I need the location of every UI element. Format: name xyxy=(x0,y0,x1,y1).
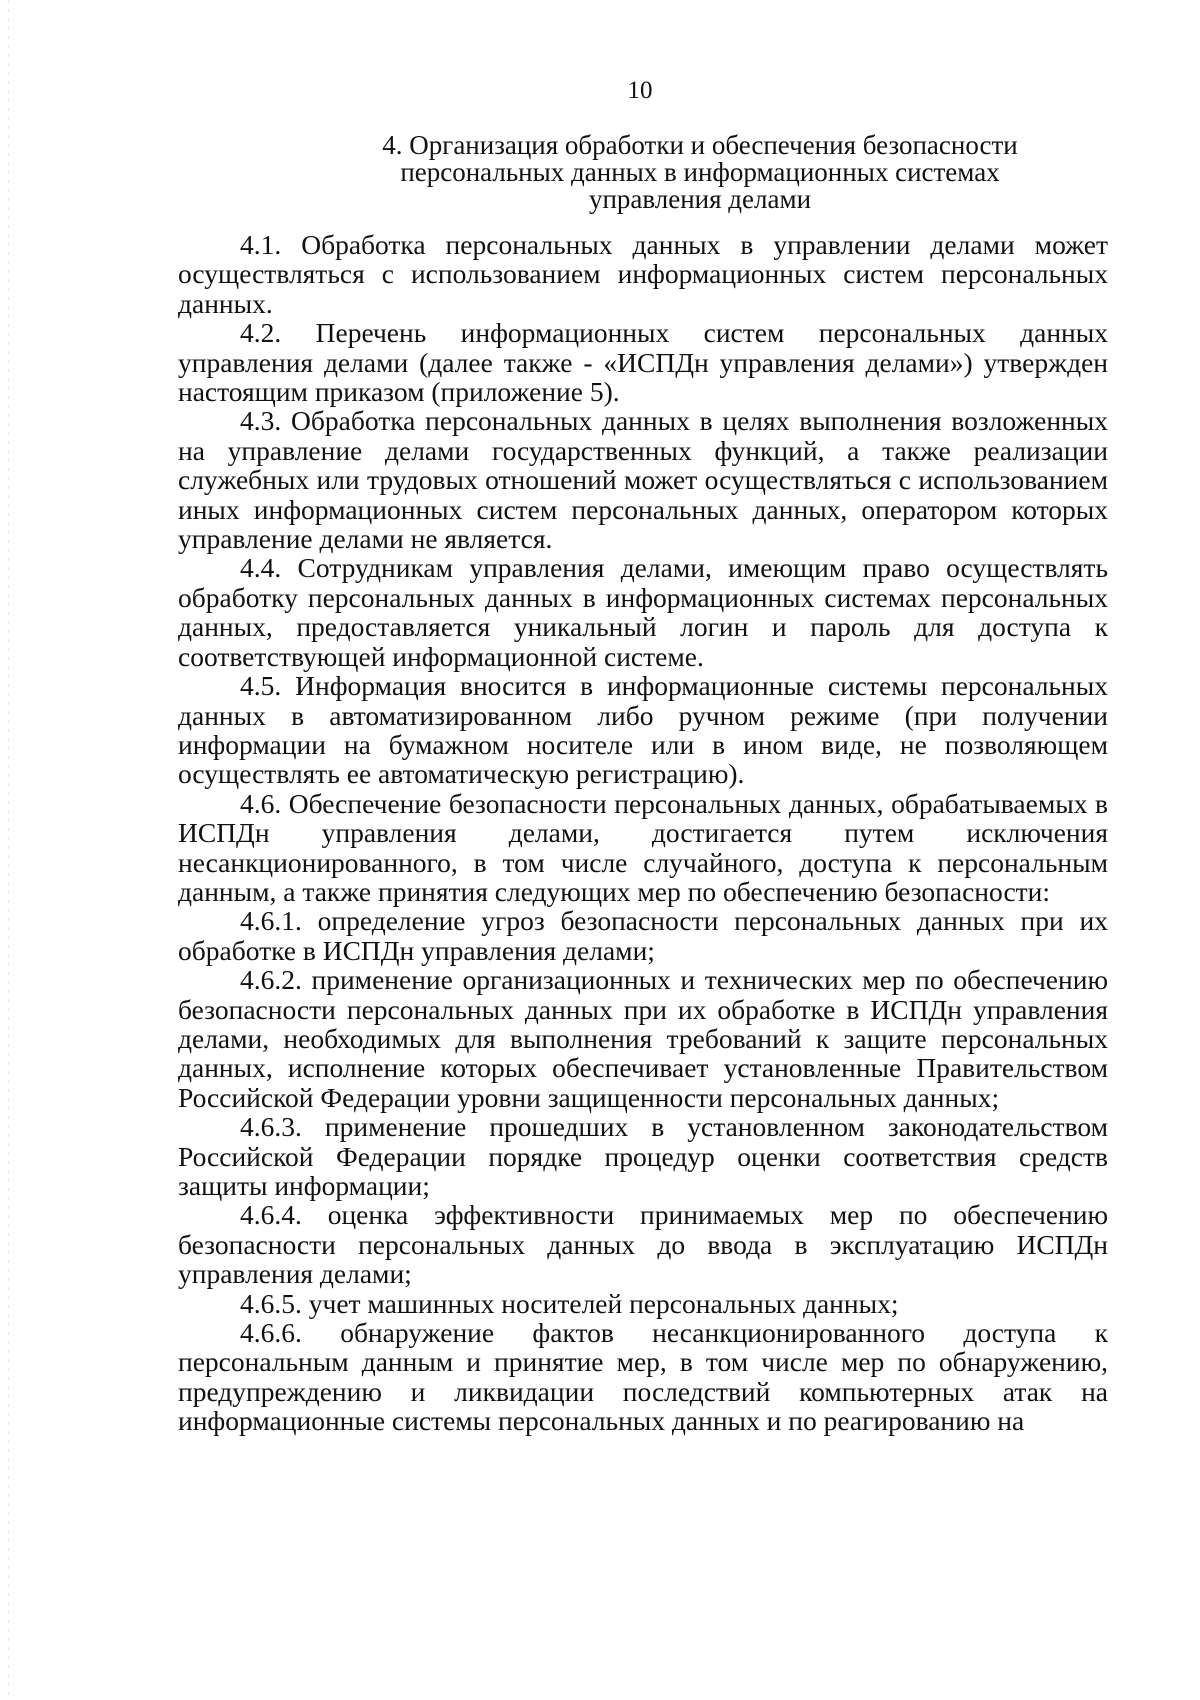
body-text xyxy=(178,230,1108,1436)
heading-line-3: управления делами xyxy=(588,184,812,214)
paragraph-4-6-4: 4.6.4. оценка эффективности принимаемых мер по обеспечению безопасности персональных данных до ввода в эксплуатацию ИСПДн управления делами; xyxy=(178,1199,1108,1290)
paragraph-4-3: 4.3. Обработка персональных данных в целях выполнения возложенных на управление делами государственных функций, а также реализации служебных или трудовых отношений может осуществляться с использованием иных информационных систем персональных данных, оператором которых управление делами не является. xyxy=(178,405,1108,555)
paragraph-4-2: 4.2. Перечень информационных систем персональных данных управления делами (далее также - «ИСПДн управления делами») утвержден настоящим приказом (приложение 5). xyxy=(178,317,1108,408)
heading-line-2: персональных данных в информационных системах xyxy=(400,157,1000,187)
paragraph-4-6-5: 4.6.5. учет машинных носителей персональных данных; xyxy=(240,1287,899,1319)
paragraph-4-5: 4.5. Информация вносится в информационные системы персональных данных в автоматизированном либо ручном режиме (при получении информации на бумажном носителе или в ином виде, не позволяющем осуществлять ее автоматическую регистрацию). xyxy=(178,670,1108,790)
section-heading xyxy=(350,132,1050,213)
paragraph-4-6-2: 4.6.2. применение организационных и технических мер по обеспечению безопасности персональных данных при их обработке в ИСПДн управления делами, необходимых для выполнения требований к защите персональных данных, исполнение которых обеспечивает установленные Правительством Российской Федерации уровни защищенности персональных данных; xyxy=(178,964,1108,1113)
scan-edge-artifact xyxy=(8,0,9,1700)
paragraph-4-1: 4.1. Обработка персональных данных в управлении делами может осуществляться с использованием информационных систем персональных данных. xyxy=(178,229,1108,319)
heading-line-1: 4. Организация обработки и обеспечения безопасности xyxy=(382,130,1018,160)
page-number: 10 xyxy=(627,77,653,104)
paragraph-4-4: 4.4. Сотрудникам управления делами, имеющим право осуществлять обработку персональных данных в информационных системах персональных данных, предоставляется уникальный логин и пароль для доступа к соответствующей информационной системе. xyxy=(178,552,1108,672)
paragraph-4-6: 4.6. Обеспечение безопасности персональных данных, обрабатываемых в ИСПДн управления делами, достигается путем исключения несанкционированного, в том числе случайного, доступа к персональным данным, а также принятия следующих мер по обеспечению безопасности: xyxy=(178,787,1108,907)
paragraph-4-6-1: 4.6.1. определение угроз безопасности персональных данных при их обработке в ИСПДн управления делами; xyxy=(178,905,1108,966)
paragraph-4-6-6: 4.6.6. обнаружение фактов несанкционированного доступа к персональным данным и принятие мер, в том числе мер по обнаружению, предупреждению и ликвидации последствий компьютерных атак на информационные системы персональных данных и по реагированию на xyxy=(178,1317,1108,1437)
paragraph-4-6-3: 4.6.3. применение прошедших в установленном законодательством Российской Федерации порядке процедур оценки соответствия средств защиты информации; xyxy=(178,1111,1108,1201)
